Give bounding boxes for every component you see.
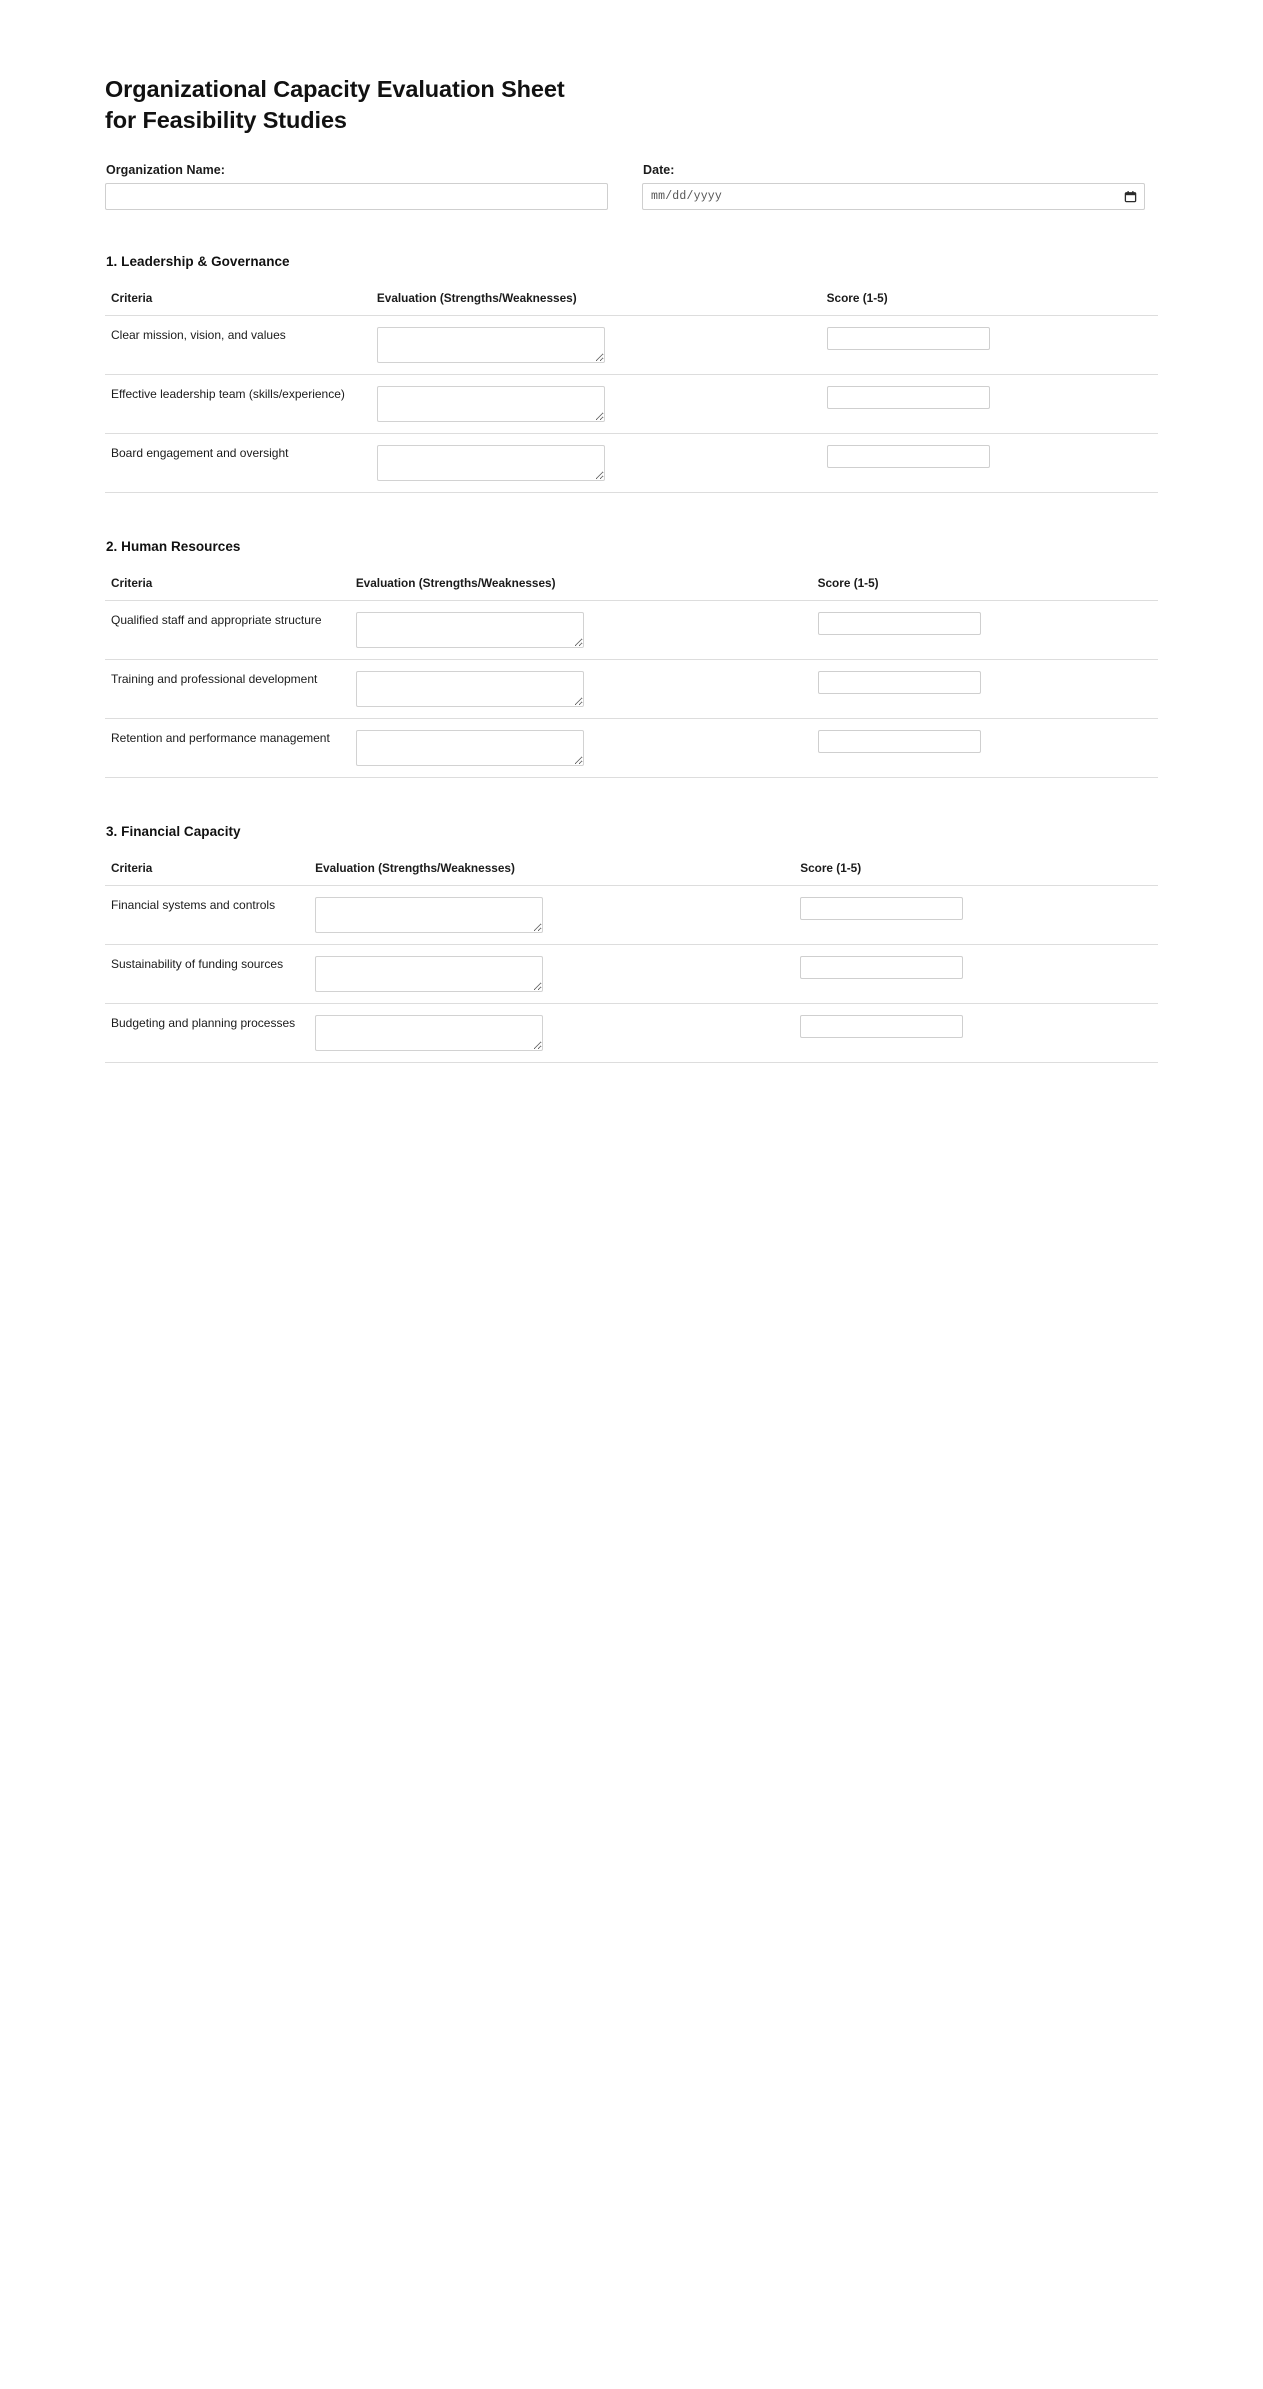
score-input[interactable] — [827, 327, 990, 350]
column-header-evaluation: Evaluation (Strengths/Weaknesses) — [350, 576, 812, 601]
page-title-line-2: for Feasibility Studies — [105, 107, 347, 134]
table-row — [105, 433, 1158, 492]
score-cell — [821, 315, 1158, 374]
column-header-score: Score (1-5) — [794, 861, 1158, 886]
table-row — [105, 659, 1158, 718]
score-cell — [794, 944, 1158, 1003]
table-row — [105, 374, 1158, 433]
evaluation-cell — [371, 374, 821, 433]
evaluation-textarea[interactable] — [356, 730, 584, 766]
score-cell — [794, 885, 1158, 944]
evaluation-textarea[interactable] — [315, 1015, 543, 1051]
column-header-score: Score (1-5) — [821, 291, 1158, 316]
criteria-table — [105, 291, 1158, 493]
table-header-row — [105, 291, 1158, 316]
table-header-row — [105, 576, 1158, 601]
criteria-label: Retention and performance management — [105, 718, 350, 777]
organization-name-input[interactable] — [105, 183, 608, 210]
evaluation-cell — [371, 315, 821, 374]
table-row — [105, 600, 1158, 659]
score-input[interactable] — [818, 730, 981, 753]
criteria-table — [105, 576, 1158, 778]
score-cell — [812, 718, 1158, 777]
evaluation-textarea[interactable] — [377, 445, 605, 481]
column-header-criteria: Criteria — [105, 291, 371, 316]
score-input[interactable] — [800, 1015, 963, 1038]
evaluation-textarea[interactable] — [377, 386, 605, 422]
score-input[interactable] — [818, 612, 981, 635]
score-input[interactable] — [800, 956, 963, 979]
criteria-label: Board engagement and oversight — [105, 433, 371, 492]
page-title — [105, 74, 745, 137]
criteria-label: Clear mission, vision, and values — [105, 315, 371, 374]
table-row — [105, 315, 1158, 374]
column-header-evaluation: Evaluation (Strengths/Weaknesses) — [309, 861, 794, 886]
criteria-label: Budgeting and planning processes — [105, 1003, 309, 1062]
score-input[interactable] — [800, 897, 963, 920]
page-title-line-1: Organizational Capacity Evaluation Sheet — [105, 76, 565, 102]
evaluation-textarea[interactable] — [356, 671, 584, 707]
evaluation-textarea[interactable] — [315, 897, 543, 933]
date-placeholder-text: mm/dd/yyyy — [651, 189, 723, 203]
section-heading: 3. Financial Capacity — [106, 823, 241, 839]
evaluation-cell — [309, 944, 794, 1003]
criteria-label: Financial systems and controls — [105, 885, 309, 944]
date-input[interactable] — [642, 183, 1145, 210]
section-heading: 1. Leadership & Governance — [106, 253, 290, 269]
evaluation-cell — [350, 659, 812, 718]
criteria-label: Training and professional development — [105, 659, 350, 718]
criteria-label: Sustainability of funding sources — [105, 944, 309, 1003]
evaluation-cell — [309, 1003, 794, 1062]
criteria-table — [105, 861, 1158, 1063]
evaluation-textarea[interactable] — [315, 956, 543, 992]
score-input[interactable] — [827, 445, 990, 468]
section-financial-capacity — [105, 824, 1158, 1063]
column-header-score: Score (1-5) — [812, 576, 1158, 601]
column-header-criteria: Criteria — [105, 861, 309, 886]
evaluation-cell — [309, 885, 794, 944]
table-header-row — [105, 861, 1158, 886]
calendar-icon[interactable] — [1124, 190, 1137, 203]
table-row — [105, 718, 1158, 777]
column-header-evaluation: Evaluation (Strengths/Weaknesses) — [371, 291, 821, 316]
evaluation-textarea[interactable] — [356, 612, 584, 648]
evaluation-cell — [350, 600, 812, 659]
section-heading: 2. Human Resources — [106, 538, 241, 554]
score-cell — [812, 600, 1158, 659]
date-field-group — [642, 163, 1145, 210]
score-input[interactable] — [818, 671, 981, 694]
criteria-label: Qualified staff and appropriate structure — [105, 600, 350, 659]
column-header-criteria: Criteria — [105, 576, 350, 601]
score-cell — [821, 433, 1158, 492]
score-cell — [794, 1003, 1158, 1062]
score-input[interactable] — [827, 386, 990, 409]
table-row — [105, 1003, 1158, 1062]
section-leadership-governance — [105, 254, 1158, 493]
table-row — [105, 944, 1158, 1003]
evaluation-cell — [350, 718, 812, 777]
criteria-label: Effective leadership team (skills/experience) — [105, 374, 371, 433]
section-human-resources — [105, 539, 1158, 778]
document-meta-row — [105, 163, 1158, 210]
organization-name-label: Organization Name: — [106, 162, 225, 177]
score-cell — [812, 659, 1158, 718]
score-cell — [821, 374, 1158, 433]
organization-name-field-group — [105, 163, 608, 210]
evaluation-textarea[interactable] — [377, 327, 605, 363]
date-label: Date: — [643, 162, 675, 177]
table-row — [105, 885, 1158, 944]
evaluation-cell — [371, 433, 821, 492]
